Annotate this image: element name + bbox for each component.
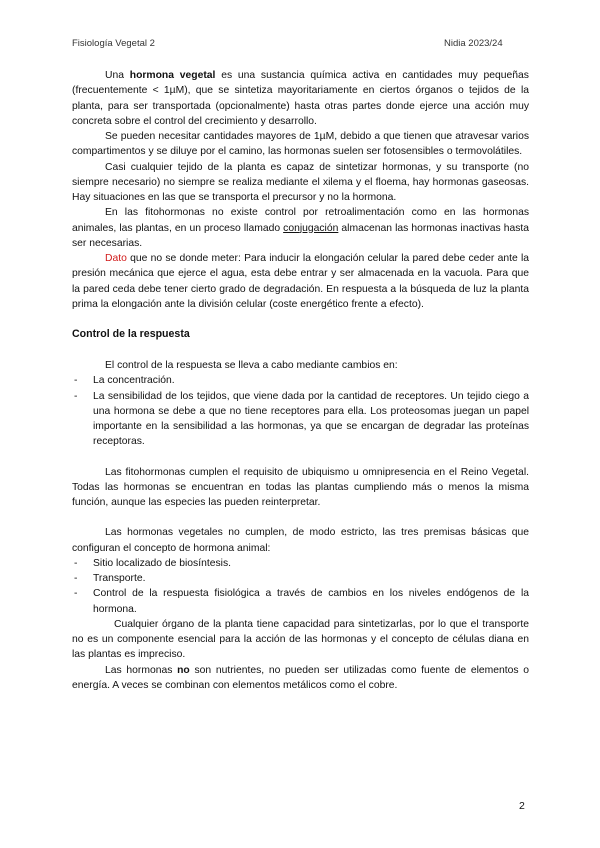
section-title: Control de la respuesta: [72, 328, 190, 340]
premises-list: [72, 556, 529, 617]
paragraph-concentration: Se pueden necesitar cantidades mayores de 1µM, debido a que tienen que atravesar varios compartimentos y se diluye por el camino, las hormonas suelen ser fotosensibles o termovolátiles.: [72, 131, 529, 158]
list-item: - La concentración.: [72, 373, 529, 388]
list-item: - Sitio localizado de biosíntesis.: [72, 556, 529, 571]
page-number: 2: [519, 800, 525, 812]
term-hormona-vegetal: hormona vegetal: [129, 70, 216, 81]
term-conjugacion: conjugación: [283, 222, 339, 234]
dato-label: Dato: [105, 253, 127, 264]
paragraph-ubiquity: Las fitohormonas cumplen el requisito de ubiquismo u omnipresencia en el Reino Vegetal. Todas las hormonas se encuentran en todas las plantas cumpliendo más o menos la misma función, aunque las especies las pueden reinterpretar.: [72, 466, 529, 508]
header-course-title: Fisiología Vegetal 2: [72, 38, 155, 49]
term-no: no: [177, 664, 190, 676]
paragraph-synthesis: Casi cualquier tejido de la planta es capaz de sintetizar hormonas, y su transporte (no siempre necesario) no siempre se realiza mediante el xilema y el floema, hay hormonas gaseosas. Hay situaciones en las que se transporta el precursor y no la hormona.: [72, 161, 529, 203]
list-item: - Control de la respuesta fisiológica a través de cambios en los niveles endógenos de la hormona.: [72, 586, 529, 617]
list-item: - Transporte.: [72, 571, 529, 586]
paragraph-premises: Las hormonas vegetales no cumplen, de modo estricto, las tres premisas básicas que configuran el concepto de hormona animal:: [72, 527, 529, 554]
paragraph-conjugation: En las fitohormonas no existe control por retroalimentación como en las hormonas animales, las plantas, en un proceso llamado conjugación almacenan las hormonas inactivas hasta ser necesarias.: [72, 207, 529, 249]
paragraph-dato: Dato que no se donde meter: Para inducir la elongación celular la pared debe ceder ante la presión mecánica que ejerce el agua, esta debe entrar y ser almacenada en la vacuola. Para que la pared ceda debe tener cierto grado de degradación. En respuesta a la búsqueda de luz la planta prima la elongación ante la división celular (coste energético frente a efecto).: [72, 253, 529, 310]
paragraph-control-intro: El control de la respuesta se lleva a cabo mediante cambios en:: [105, 360, 398, 371]
paragraph-organs: Cualquier órgano de la planta tiene capacidad para sintetizarlas, por lo que el transporte no es un componente esencial para la acción de las hormonas y el concepto de células diana en las plantas es impreciso.: [72, 618, 529, 661]
control-list: [72, 373, 529, 449]
document-body: [72, 68, 529, 693]
paragraph-nutrients: Las hormonas no son nutrientes, no pueden ser utilizadas como fuente de elementos o energía. A veces se combinan con elementos metálicos como el cobre.: [72, 664, 530, 691]
paragraph-definition: Una hormona vegetal es una sustancia química activa en cantidades muy pequeñas (frecuentemente < 1µM), que se sintetiza mayoritariamente en ciertos órganos o tejidos de la planta, para ser transportada (opcionalmente) hasta otras partes donde ejerce una acción muy concreta sobre el control del crecimiento y desarrollo.: [72, 70, 529, 127]
list-item: - La sensibilidad de los tejidos, que viene dada por la cantidad de receptores. Un tejido ciego a una hormona se debe a que no tiene receptores para ella. Los proteosomas juegan un papel importante en la sensibilidad a las hormonas, ya que se encargan de degradar las proteínas receptoras.: [72, 389, 529, 450]
header-author-year: Nidia 2023/24: [444, 38, 503, 49]
